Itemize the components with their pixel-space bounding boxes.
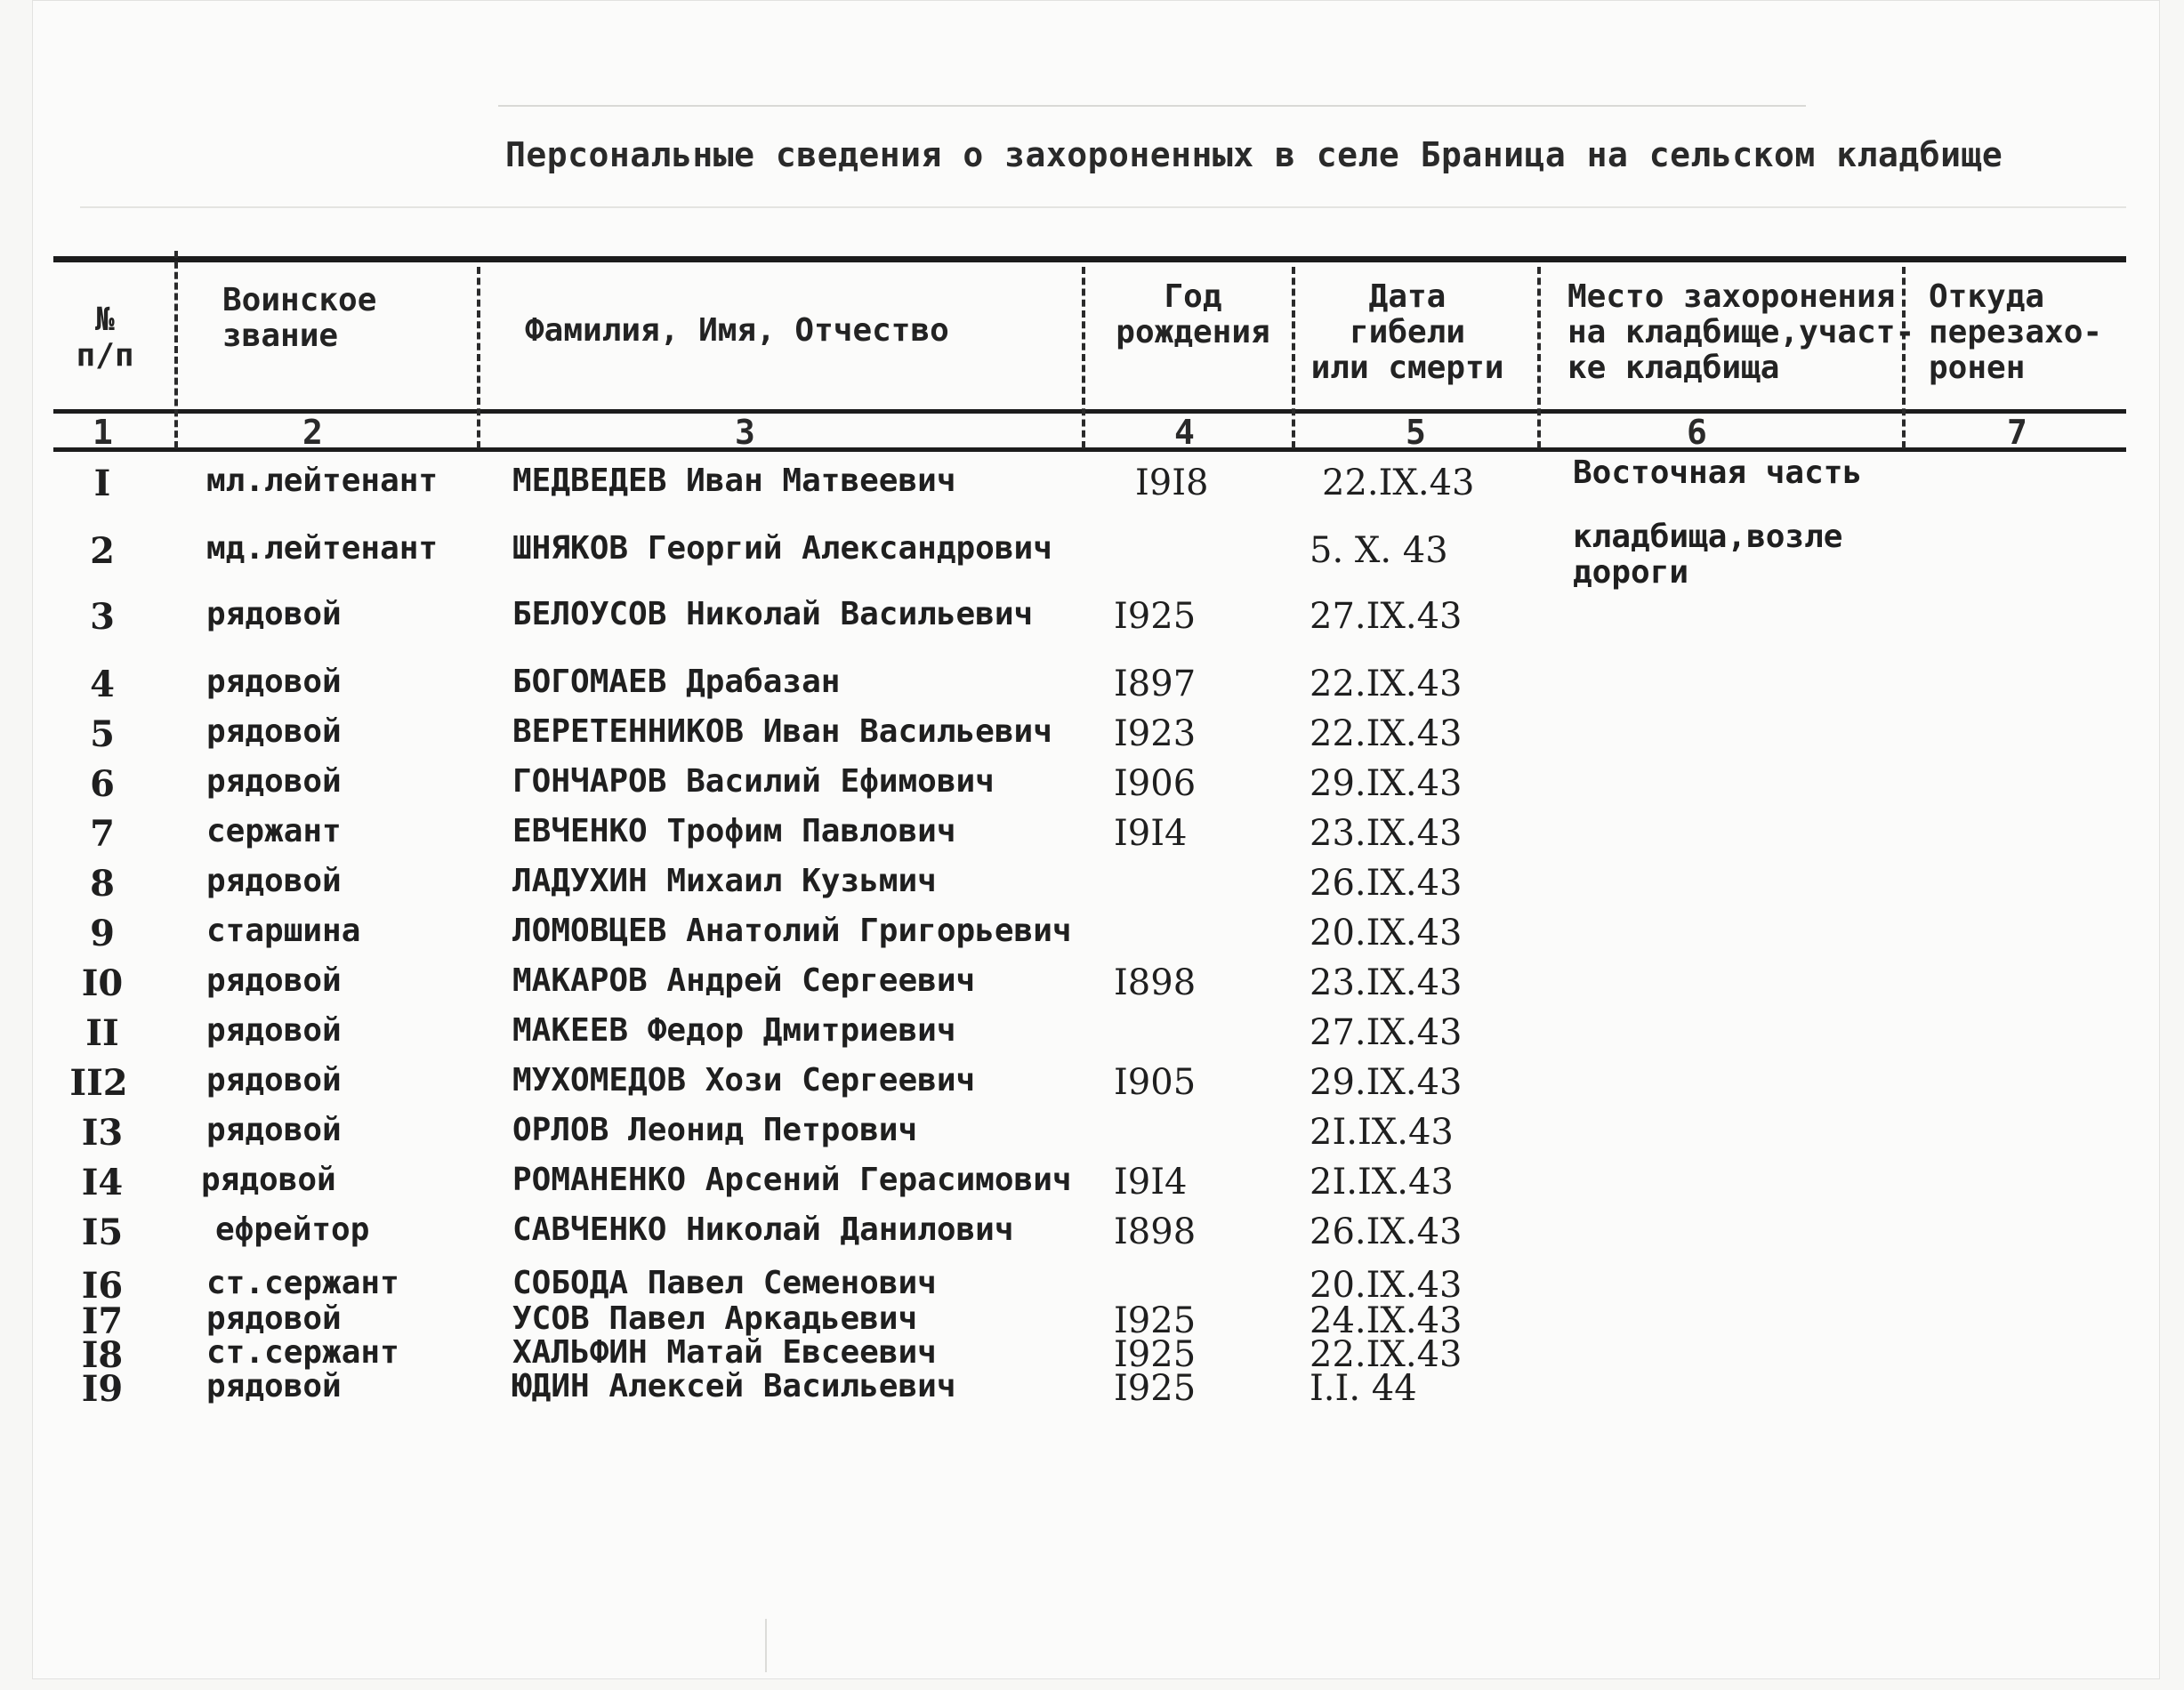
table-row [0, 1012, 2184, 1053]
row-death-date: 22.IX.43 [1310, 713, 1463, 754]
row-number: 5 [90, 713, 115, 755]
row-death-date: 27.IX.43 [1310, 1012, 1463, 1053]
row-death-date: 5. X. 43 [1310, 530, 1448, 571]
row-birth-year: I898 [1114, 1211, 1197, 1252]
row-rank: рядовой [206, 664, 342, 700]
header-birth-year: Год рождения [1116, 278, 1270, 350]
column-number: 1 [93, 413, 113, 452]
row-name: ГОНЧАРОВ Василий Ефимович [512, 763, 995, 800]
burial-place-line: Восточная часть [1573, 455, 1863, 491]
row-birth-year: I925 [1114, 1368, 1197, 1409]
row-death-date: 20.IX.43 [1310, 913, 1463, 954]
row-death-date: 27.IX.43 [1310, 596, 1463, 637]
row-death-date: 20.IX.43 [1310, 1265, 1463, 1306]
row-number: 9 [90, 913, 115, 954]
table-row [0, 813, 2184, 854]
row-number: I6 [81, 1265, 124, 1307]
row-name: ЛОМОВЦЕВ Анатолий Григорьевич [512, 913, 1072, 949]
document-title: Персональные сведения о захороненных в селе Браница на сельском кладбище [505, 135, 2003, 174]
row-name: МАКАРОВ Андрей Сергеевич [512, 962, 976, 999]
row-number: 8 [90, 863, 115, 905]
row-death-date: 22.IX.43 [1310, 664, 1463, 704]
header-reburied-from: Откуда перезахо- ронен [1929, 278, 2103, 386]
column-number: 7 [2007, 413, 2027, 452]
row-death-date: 23.IX.43 [1310, 962, 1463, 1003]
row-name: ХАЛЬФИН Матай Евсеевич [512, 1334, 937, 1371]
row-number: 2 [90, 530, 115, 572]
row-rank: мл.лейтенант [206, 463, 439, 499]
row-number: I [93, 463, 111, 504]
header-number: № п/п [76, 302, 134, 374]
row-name: БОГОМАЕВ Драбазан [512, 664, 841, 700]
row-name: МАКЕЕВ Федор Дмитриевич [512, 1012, 956, 1049]
row-rank: рядовой [206, 1368, 342, 1404]
table-row [0, 596, 2184, 637]
row-rank: рядовой [206, 1112, 342, 1148]
column-divider [174, 251, 178, 448]
burial-place-line: дороги [1573, 554, 1689, 591]
column-divider [1537, 267, 1541, 448]
row-rank: рядовой [206, 763, 342, 800]
row-rank: ст.сержант [206, 1265, 399, 1301]
row-rank: мд.лейтенант [206, 530, 439, 567]
faint-rule [80, 206, 2126, 208]
row-birth-year: I923 [1114, 713, 1197, 754]
row-number: II2 [69, 1062, 128, 1104]
row-number: I3 [81, 1112, 124, 1154]
row-name: УСОВ Павел Аркадьевич [512, 1300, 918, 1337]
row-birth-year: I9I4 [1114, 1162, 1188, 1203]
row-death-date: 2I.IX.43 [1310, 1112, 1454, 1153]
row-birth-year: I905 [1114, 1062, 1197, 1103]
table-row [0, 1112, 2184, 1153]
row-rank: старшина [206, 913, 361, 949]
column-number: 3 [735, 413, 755, 452]
table-header-rule [53, 409, 2126, 414]
column-number: 4 [1174, 413, 1195, 452]
table-row [0, 1368, 2184, 1409]
table-row [0, 962, 2184, 1003]
row-birth-year: I906 [1114, 763, 1197, 804]
row-number: I0 [81, 962, 124, 1004]
row-number: I8 [81, 1334, 124, 1376]
table-row [0, 530, 2184, 571]
table-number-rule [53, 447, 2126, 452]
column-divider [1292, 267, 1295, 448]
column-number: 2 [302, 413, 323, 452]
row-rank: рядовой [206, 1062, 342, 1098]
column-divider [477, 267, 480, 448]
row-number: 7 [90, 813, 115, 855]
row-death-date: 23.IX.43 [1310, 813, 1463, 854]
row-death-date: 24.IX.43 [1310, 1300, 1463, 1341]
row-name: САВЧЕНКО Николай Данилович [512, 1211, 1014, 1248]
row-birth-year: I925 [1114, 1300, 1197, 1341]
column-number: 5 [1406, 413, 1426, 452]
row-name: МУХОМЕДОВ Хози Сергеевич [512, 1062, 976, 1098]
row-birth-year: I9I4 [1114, 813, 1188, 854]
row-name: МЕДВЕДЕВ Иван Матвеевич [512, 463, 956, 499]
row-number: 3 [90, 596, 115, 638]
table-row [0, 863, 2184, 904]
row-rank: рядовой [206, 863, 342, 899]
row-number: II [85, 1012, 119, 1054]
row-rank: рядовой [206, 713, 342, 750]
row-number: 4 [90, 664, 115, 705]
header-rank: Воинское звание [222, 282, 377, 354]
table-row [0, 1211, 2184, 1252]
header-burial-place: Место захоронения на кладбище,участ- ке кладбища [1567, 278, 1915, 386]
header-name: Фамилия, Имя, Отчество [525, 312, 949, 349]
row-name: СОБОДА Павел Семенович [512, 1265, 937, 1301]
column-number: 6 [1687, 413, 1707, 452]
row-rank: ст.сержант [206, 1334, 399, 1371]
faint-rule [498, 105, 1806, 107]
row-name: БЕЛОУСОВ Николай Васильевич [512, 596, 1034, 632]
row-death-date: 22.IX.43 [1310, 1334, 1463, 1375]
row-number: I5 [81, 1211, 124, 1253]
row-name: ЛАДУХИН Михаил Кузьмич [512, 863, 937, 899]
header-death-date: Дата гибели или смерти [1310, 278, 1504, 386]
table-row [0, 713, 2184, 754]
row-rank: рядовой [206, 962, 342, 999]
row-number: 6 [90, 763, 115, 805]
row-number: I4 [81, 1162, 124, 1203]
row-death-date: 29.IX.43 [1310, 763, 1463, 804]
row-death-date: I.I. 44 [1310, 1368, 1417, 1409]
fold-mark [765, 1619, 767, 1672]
table-row [0, 1162, 2184, 1203]
table-row [0, 1062, 2184, 1103]
row-number: I9 [81, 1368, 124, 1410]
row-birth-year: I898 [1114, 962, 1197, 1003]
row-name: ВЕРЕТЕННИКОВ Иван Васильевич [512, 713, 1052, 750]
row-birth-year: I9I8 [1135, 463, 1209, 503]
row-name: ШНЯКОВ Георгий Александрович [512, 530, 1052, 567]
table-row [0, 763, 2184, 804]
row-name: ОРЛОВ Леонид Петрович [512, 1112, 918, 1148]
table-row [0, 463, 2184, 503]
row-rank: рядовой [206, 1012, 342, 1049]
row-death-date: 2I.IX.43 [1310, 1162, 1454, 1203]
row-rank: ефрейтор [215, 1211, 370, 1248]
row-birth-year: I925 [1114, 596, 1197, 637]
row-birth-year: I925 [1114, 1334, 1197, 1375]
table-row [0, 664, 2184, 704]
row-name: ЮДИН Алексей Васильевич [512, 1368, 956, 1404]
table-top-rule [53, 256, 2126, 262]
row-death-date: 26.IX.43 [1310, 863, 1463, 904]
table-row [0, 913, 2184, 954]
row-number: I7 [81, 1300, 124, 1342]
row-name: ЕВЧЕНКО Трофим Павлович [512, 813, 956, 849]
row-birth-year: I897 [1114, 664, 1197, 704]
row-name: РОМАНЕНКО Арсений Герасимович [512, 1162, 1072, 1198]
row-rank: сержант [206, 813, 342, 849]
burial-place-line: кладбища,возле [1573, 519, 1843, 555]
row-rank: рядовой [206, 596, 342, 632]
row-death-date: 22.IX.43 [1322, 463, 1475, 503]
row-death-date: 26.IX.43 [1310, 1211, 1463, 1252]
row-rank: рядовой [201, 1162, 336, 1198]
row-death-date: 29.IX.43 [1310, 1062, 1463, 1103]
row-rank: рядовой [206, 1300, 342, 1337]
column-divider [1082, 267, 1085, 448]
